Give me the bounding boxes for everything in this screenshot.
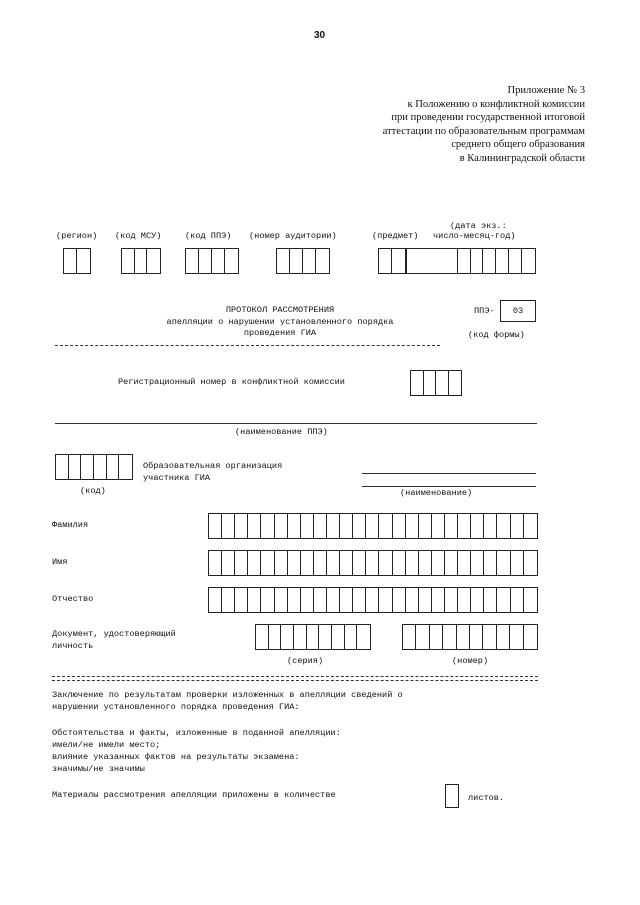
input-cell[interactable] [301,588,314,612]
input-cell[interactable] [458,588,471,612]
protocol-subtitle-line1: апелляции о нарушении установленного порядка [166,317,394,327]
protocol-title: ПРОТОКОЛ РАССМОТРЕНИЯ [225,305,335,315]
patronymic-cells[interactable] [208,587,538,613]
org-label-line1: Образовательная организация [143,461,283,471]
org-code-caption: (код) [80,486,106,496]
room-caption: (номер аудитории) [249,231,337,241]
ppe-name-caption: (наименование ППЭ) [235,427,328,437]
input-cell[interactable] [261,588,274,612]
document-label-line2: личность [52,641,94,651]
ppe-code-cells[interactable] [185,248,239,274]
input-cell[interactable] [281,625,294,649]
input-cell[interactable] [248,551,261,575]
input-cell[interactable] [471,514,484,538]
input-cell[interactable] [524,514,537,538]
input-cell[interactable] [497,625,510,649]
input-cell[interactable] [327,551,340,575]
input-cell[interactable] [314,514,327,538]
materials-label: Материалы рассмотрения апелляции приложены в количестве [52,790,336,800]
input-cell[interactable] [379,588,392,612]
appendix-block [383,84,585,166]
input-cell[interactable] [222,514,235,538]
input-cell[interactable] [432,514,445,538]
input-cell[interactable] [261,551,274,575]
form-prefix: ППЭ- [474,306,495,316]
input-cell[interactable] [484,551,497,575]
date-cells[interactable] [406,248,536,274]
input-cell[interactable] [524,588,537,612]
appendix-line: к Положению о конфликтной комиссии [407,98,585,110]
document-label-line1: Документ, удостоверяющий [52,629,176,639]
region-cells[interactable] [63,248,91,274]
input-cell[interactable] [432,588,445,612]
input-cell[interactable] [314,588,327,612]
input-cell[interactable] [269,625,282,649]
name-label: Имя [52,557,68,567]
input-cell[interactable] [393,514,406,538]
input-cell[interactable] [288,551,301,575]
region-caption: (регион) [56,231,98,241]
input-cell[interactable] [457,625,470,649]
input-cell[interactable] [301,551,314,575]
input-cell[interactable] [294,625,307,649]
input-cell[interactable] [419,514,432,538]
input-cell[interactable] [484,514,497,538]
input-cell[interactable] [209,514,222,538]
document-number-cells[interactable] [402,624,538,650]
input-cell[interactable] [319,625,332,649]
input-cell[interactable] [301,514,314,538]
input-cell[interactable] [416,625,429,649]
input-cell[interactable] [524,625,537,649]
document-series-cells[interactable] [255,624,371,650]
input-cell[interactable] [511,514,524,538]
title-divider [55,345,440,346]
input-cell[interactable] [524,551,537,575]
input-cell[interactable] [288,514,301,538]
input-cell[interactable] [470,625,483,649]
sheets-label: листов. [468,793,505,803]
org-name-line-1[interactable] [362,473,536,474]
msu-cells[interactable] [121,248,161,274]
name-cells[interactable] [208,550,538,576]
conclusion-divider-top [52,676,538,677]
appendix-line: при проведении государственной итоговой [391,112,585,124]
input-cell[interactable] [275,588,288,612]
input-cell[interactable] [275,551,288,575]
org-name-caption: (наименование) [400,488,473,498]
registration-cells[interactable] [410,370,462,396]
appendix-line: в Калининградской области [459,152,585,164]
input-cell[interactable] [248,588,261,612]
input-cell[interactable] [288,588,301,612]
input-cell[interactable] [327,514,340,538]
input-cell[interactable] [327,588,340,612]
input-cell[interactable] [248,514,261,538]
input-cell[interactable] [445,588,458,612]
input-cell[interactable] [510,625,523,649]
impact-line1: влияние указанных фактов на результаты экзамена: [52,752,300,762]
facts-line2: имели/не имели место; [52,740,161,750]
input-cell[interactable] [443,625,456,649]
room-cells[interactable] [276,248,330,274]
facts-line1: Обстоятельства и факты, изложенные в поданной апелляции: [52,728,341,738]
input-cell[interactable] [340,551,353,575]
input-cell[interactable] [209,588,222,612]
surname-label: Фамилия [52,520,89,530]
input-cell[interactable] [314,551,327,575]
ppe-name-line[interactable] [55,423,537,424]
input-cell[interactable] [393,588,406,612]
input-cell[interactable] [256,625,269,649]
input-cell[interactable] [458,514,471,538]
input-cell[interactable] [445,551,458,575]
page-number: 30 [314,30,326,41]
input-cell[interactable] [393,551,406,575]
input-cell[interactable] [497,588,510,612]
form-code-box: 03 [500,300,536,322]
materials-count-box[interactable] [445,784,459,808]
input-cell[interactable] [406,551,419,575]
input-cell[interactable] [419,551,432,575]
surname-cells[interactable] [208,513,538,539]
registration-label: Регистрационный номер в конфликтной комиссии [118,377,345,387]
input-cell[interactable] [366,514,379,538]
input-cell[interactable] [235,588,248,612]
org-name-line-2[interactable] [362,486,536,487]
input-cell[interactable] [353,588,366,612]
input-cell[interactable] [332,625,345,649]
date-caption-line2: число-месяц-год) [433,231,516,241]
input-cell[interactable] [511,588,524,612]
ppe-code-caption: (код ППЭ) [185,231,232,241]
input-cell[interactable] [340,588,353,612]
number-caption: (номер) [452,656,489,666]
input-cell[interactable] [403,625,416,649]
patronymic-label: Отчество [52,594,94,604]
input-cell[interactable] [235,514,248,538]
org-code-cells[interactable] [55,454,133,480]
input-cell[interactable] [483,625,496,649]
input-cell[interactable] [366,551,379,575]
input-cell[interactable] [432,551,445,575]
input-cell[interactable] [357,625,370,649]
input-cell[interactable] [340,514,353,538]
input-cell[interactable] [430,625,443,649]
input-cell[interactable] [222,551,235,575]
input-cell[interactable] [307,625,320,649]
subject-cells[interactable] [378,248,406,274]
conclusion-line2: нарушении установленного порядка проведения ГИА: [52,702,300,712]
input-cell[interactable] [419,588,432,612]
input-cell[interactable] [345,625,358,649]
protocol-subtitle-line2: проведения ГИА [243,328,317,338]
input-cell[interactable] [275,514,288,538]
input-cell[interactable] [235,551,248,575]
input-cell[interactable] [406,588,419,612]
input-cell[interactable] [366,588,379,612]
org-label-line2: участника ГИА [143,473,211,483]
impact-line2: значимы/не значимы [52,764,145,774]
appendix-line: аттестации по образовательным программам [382,125,585,137]
date-caption-line1: (дата экз.: [450,221,507,231]
appendix-line: среднего общего образования [451,139,585,151]
input-cell[interactable] [353,514,366,538]
input-cell[interactable] [222,588,235,612]
input-cell[interactable] [497,514,510,538]
form-code-caption: (код формы) [468,330,525,340]
input-cell[interactable] [379,514,392,538]
input-cell[interactable] [458,551,471,575]
input-cell[interactable] [511,551,524,575]
input-cell[interactable] [353,551,366,575]
input-cell[interactable] [471,551,484,575]
conclusion-line1: Заключение по результатам проверки изложенных в апелляции сведений о [52,690,403,700]
input-cell[interactable] [471,588,484,612]
input-cell[interactable] [261,514,274,538]
series-caption: (серия) [287,656,324,666]
conclusion-divider-bottom [52,680,538,681]
appendix-title: Приложение № 3 [507,85,585,96]
input-cell[interactable] [484,588,497,612]
subject-caption: (предмет) [372,231,419,241]
input-cell[interactable] [497,551,510,575]
input-cell[interactable] [379,551,392,575]
input-cell[interactable] [209,551,222,575]
msu-caption: (код МСУ) [115,231,162,241]
input-cell[interactable] [406,514,419,538]
input-cell[interactable] [445,514,458,538]
